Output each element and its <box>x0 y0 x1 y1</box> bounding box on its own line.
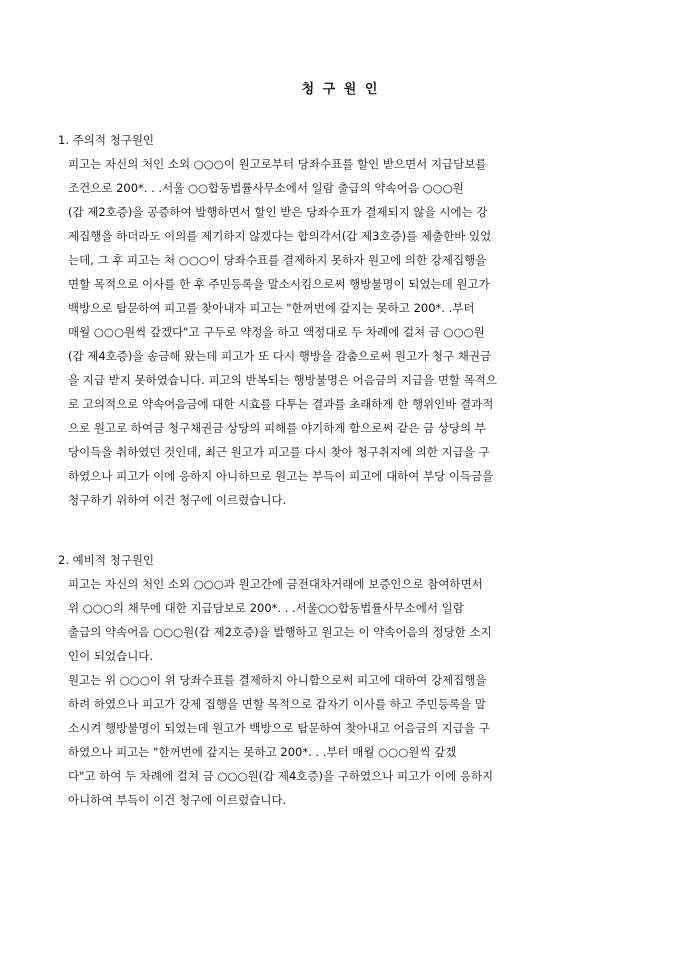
document-title: 청 구 원 인 <box>301 82 379 97</box>
text-line: 으로 원고로 하여금 청구채권금 상당의 피해를 야기하게 함으로써 같은 금 상당의 부 <box>68 421 486 435</box>
text-line: 매월 ○○○원씩 갚겠다"고 구두로 약정을 하고 액정대로 두 차례에 걸쳐 금 ○○○원 <box>68 325 485 339</box>
text-line: 조건으로 200*. . .서울 ○○합동법률사무소에서 일람 출급의 약속어음 ○○○원 <box>68 181 464 195</box>
text-line: 로 고의적으로 약속어음금에 대한 시효를 다투는 결과를 초래하게 한 행위인바 결과적 <box>68 397 494 411</box>
section-alternative-claim <box>58 548 638 812</box>
text-line: 청구하기 위하여 이건 청구에 이르렀습니다. <box>68 493 287 507</box>
text-line: 을 지급 받지 못하였습니다. 피고의 반복되는 행방불명은 어음금의 지급을 면할 목적으 <box>68 373 498 387</box>
text-line: 위 ○○○의 채무에 대한 지급담보로 200*. . .서울○○합동법률사무소에서 일람 <box>68 601 464 615</box>
section-heading: 1. 주의적 청구원인 <box>58 133 155 147</box>
text-line: 소시켜 행방불명이 되었는데 원고가 백방으로 탐문하여 찾아내고 어음금의 지급을 구 <box>68 721 490 735</box>
text-line: 인이 되었습니다. <box>68 649 154 663</box>
text-line: 다"고 하여 두 차례에 걸쳐 금 ○○○원(갑 제4호증)을 구하였으나 피고가 이에 응하지 <box>68 769 494 783</box>
text-line: 아니하여 부득이 이건 청구에 이르렀습니다. <box>68 793 287 807</box>
text-line: 원고는 위 ○○○이 위 당좌수표를 결제하지 아니함으로써 피고에 대하여 강제집행을 <box>68 673 487 687</box>
text-line: 피고는 자신의 처인 소외 ○○○이 원고로부터 당좌수표를 할인 받으면서 지급담보를 <box>68 157 487 171</box>
paragraph <box>68 152 630 512</box>
text-line: 하려 하였으나 피고가 강제 집행을 면할 목적으로 갑자기 이사를 하고 주민등록을 말 <box>68 697 486 711</box>
text-line: 하였으나 피고는 "한꺼번에 갚지는 못하고 200*. . .부터 매월 ○○○원씩 갚겠 <box>68 745 457 759</box>
paragraph <box>68 668 630 812</box>
text-line: 하였으나 피고가 이에 응하지 아니하므로 원고는 부득이 피고에 대하여 부당 이득금을 <box>68 469 494 483</box>
text-line: 피고는 자신의 처인 소외 ○○○과 원고간에 금전대차거래에 보증인으로 참여하면서 <box>68 577 483 591</box>
text-line: 당이득을 취하였던 것인데, 최근 원고가 피고를 다시 찾아 청구취지에 의한 지급을 구 <box>68 445 490 459</box>
text-line: 는데, 그 후 피고는 처 ○○○이 당좌수표를 결제하지 못하자 원고에 의한 강제집행을 <box>68 253 487 267</box>
text-line: 백방으로 탐문하여 피고를 찾아내자 피고는 "한꺼번에 갚지는 못하고 200*. .부터 <box>68 301 475 315</box>
section-primary-claim <box>58 128 638 512</box>
text-line: 면할 목적으로 이사를 한 후 주민등록을 말소시킴으로써 행방불명이 되었는데 원고가 <box>68 277 490 291</box>
text-line: 제집행을 하더라도 이의를 제기하지 않겠다는 합의각서(갑 제3호증)를 제출한바 있었 <box>68 229 492 243</box>
paragraph <box>68 572 630 668</box>
text-line: (갑 제4호증)을 송금해 왔는데 피고가 또 다시 행방을 감춤으로써 원고가 청구 채권금 <box>68 349 492 363</box>
section-heading: 2. 예비적 청구원인 <box>58 553 155 567</box>
text-line: 출급의 약속어음 ○○○원(갑 제2호증)을 발행하고 원고는 이 약속어음의 정당한 소지 <box>68 625 492 639</box>
text-line: (갑 제2호증)을 공증하여 발행하면서 할인 받은 당좌수표가 결제되지 않을 시에는 강 <box>68 205 488 219</box>
